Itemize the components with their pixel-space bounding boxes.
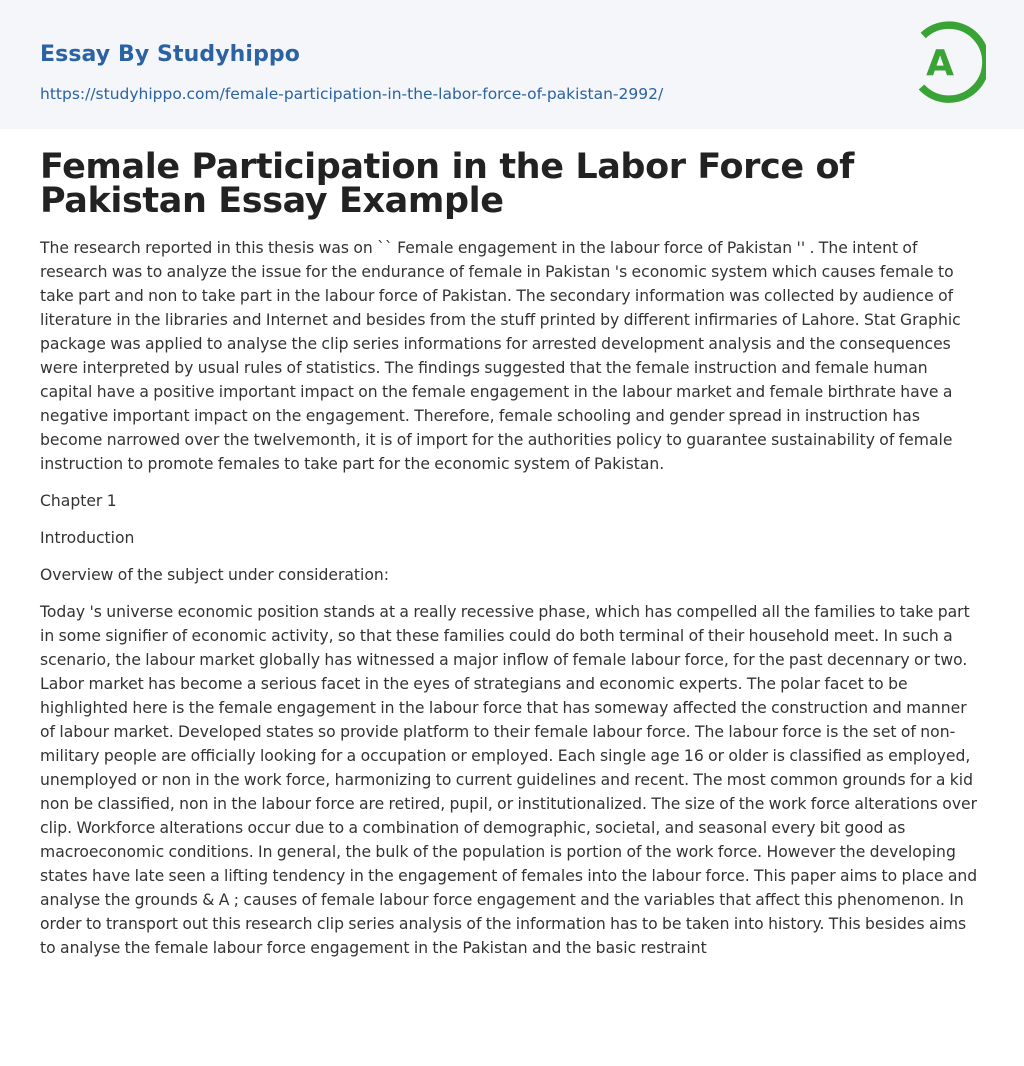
- body-paragraph: Today 's universe economic position stands at a really recessive phase, which has compelled all the families to take part in some signifier of economic activity, so that these families could do both terminal of their household meet. In such a scenario, the labour market globally has witnessed a major inflow of female labour force, for the past decennary or two. Labor market has become a serious facet in the eyes of strategians and economic experts. The polar facet to be highlighted here is the female engagement in the labour force that has someway affected the construction and manner of labour market. Developed states so provide platform to their female labour force. The labour force is the set of non-military people are officially looking for a occupation or employed. Each single age 16 or older is classified as employed, unemployed or non in the work force, harmonizing to current guidelines and recent. The most common grounds for a kid non be classified, non in the labour force are retired, pupil, or institutionalized. The size of the work force alterations over clip. Workforce alterations occur due to a combination of demographic, societal, and seasonal every bit good as macroeconomic conditions. In general, the bulk of the population is portion of the work force. However the developing states have late seen a lifting tendency in the engagement of females into the labour force. This paper aims to place and analyse the grounds & A ; causes of female labour force engagement and the variables that affect this phenomenon. In order to transport out this research clip series analysis of the information has to be taken into history. This besides aims to analyse the female labour force engagement in the Pakistan and the basic restraint: [40, 603, 978, 957]
- chapter-label: Chapter 1: [40, 492, 117, 510]
- source-url-link[interactable]: https://studyhippo.com/female-participation-in-the-labor-force-of-pakistan-2992/: [40, 85, 664, 103]
- abstract-paragraph: The research reported in this thesis was on `` Female engagement in the labour force of Pakistan '' . The intent of research was to analyze the issue for the endurance of female in Pakistan 's economic system which causes female to take part and non to take part in the labour force of Pakistan. The secondary information was collected by audience of literature in the libraries and Internet and besides from the stuff printed by different infirmaries of Lahore. Stat Graphic package was applied to analyse the clip series informations for arrested development analysis and the consequences were interpreted by usual rules of statistics. The findings suggested that the female instruction and female human capital have a positive important impact on the female engagement in the labour market and female birthrate have a negative important impact on the engagement. Therefore, female schooling and gender spread in instruction has become narrowed over the twelvemonth, it is of import for the authorities policy to guarantee sustainability of female instruction to promote females to take part for the economic system of Pakistan.: [40, 239, 961, 473]
- article-title: Female Participation in the Labor Force of Pakistan Essay Example: [40, 147, 854, 221]
- brand-title: Essay By Studyhippo: [40, 42, 300, 67]
- studyhippo-logo-icon[interactable]: [912, 18, 986, 106]
- subsection-heading: Overview of the subject under consideration:: [40, 566, 390, 584]
- section-heading: Introduction: [40, 529, 135, 547]
- article: [40, 147, 984, 960]
- site-header: [0, 0, 1024, 129]
- logo-letter: A: [926, 43, 954, 84]
